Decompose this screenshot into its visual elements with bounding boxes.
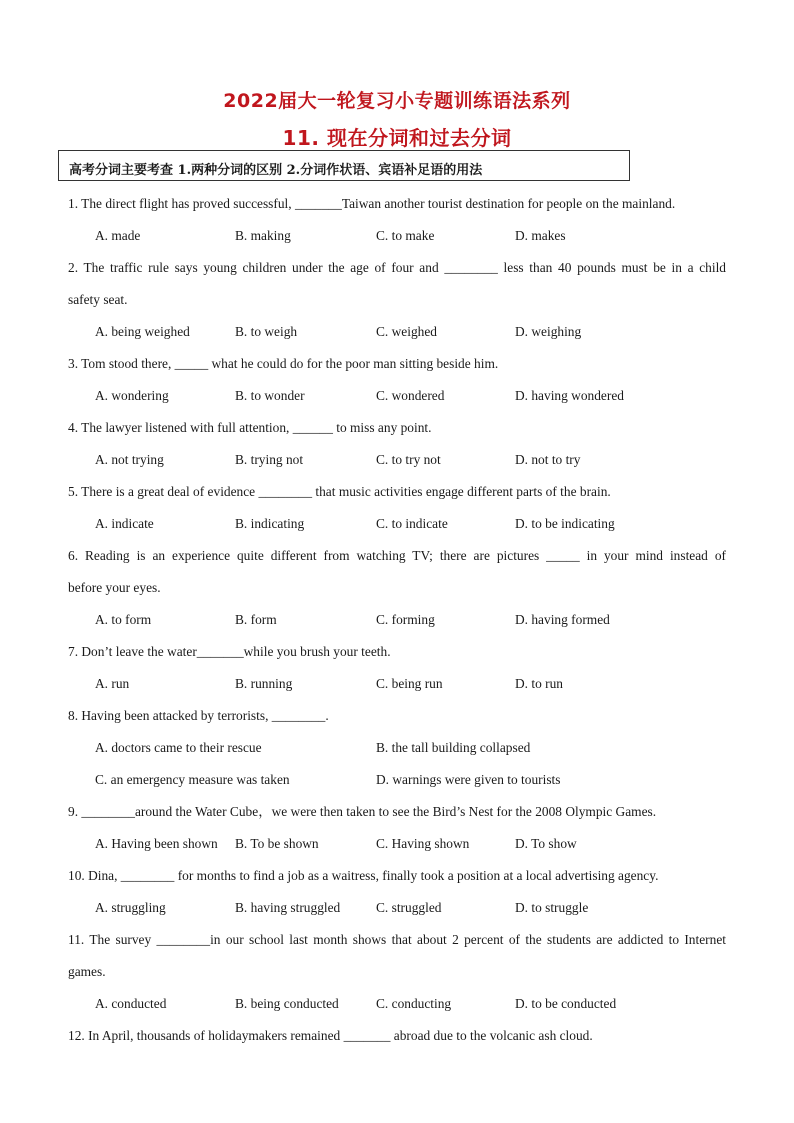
option-c: C. Having shown <box>376 836 470 851</box>
option-a: A. doctors came to their rescue <box>95 740 262 755</box>
question-stem: 8. Having been attacked by terrorists, ________. <box>68 708 329 723</box>
option-d: D. having formed <box>515 612 610 627</box>
option-b: B. To be shown <box>235 836 319 851</box>
option-a: A. to form <box>95 612 152 627</box>
option-b: B. to weigh <box>235 324 298 339</box>
option-a: A. indicate <box>95 516 154 531</box>
question-stem: 1. The direct flight has proved successful, _______Taiwan another tourist destination for people on the mainland. <box>68 196 676 211</box>
option-d: D. to run <box>515 676 563 691</box>
option-a: A. made <box>95 228 141 243</box>
option-d: D. not to try <box>515 452 581 467</box>
question-stem: 9. ________around the Water Cube，we were then taken to see the Bird’s Nest for the 2008 Olympic Games. <box>68 804 657 819</box>
topic-note-box: 高考分词主要考查 1.两种分词的区别 2.分词作状语、宾语补足语的用法 <box>58 150 630 181</box>
option-b: B. form <box>235 612 277 627</box>
option-d: D. to be conducted <box>515 996 617 1011</box>
option-d: D. makes <box>515 228 566 243</box>
option-c: C. to indicate <box>376 516 448 531</box>
question-stem-continued: before your eyes. <box>68 580 161 595</box>
option-b: B. running <box>235 676 293 691</box>
question-stem: 11. The survey ________in our school last month shows that about 2 percent of the students are addicted to Internet <box>68 932 726 947</box>
option-b: B. indicating <box>235 516 305 531</box>
option-a: A. not trying <box>95 452 164 467</box>
option-c: C. struggled <box>376 900 442 915</box>
option-d: D. having wondered <box>515 388 624 403</box>
option-c: C. an emergency measure was taken <box>95 772 290 787</box>
option-d: D. warnings were given to tourists <box>376 772 561 787</box>
option-a: A. run <box>95 676 130 691</box>
question-stem: 3. Tom stood there, _____ what he could do for the poor man sitting beside him. <box>68 356 499 371</box>
option-c: C. being run <box>376 676 443 691</box>
option-a: A. struggling <box>95 900 166 915</box>
option-b: B. being conducted <box>235 996 339 1011</box>
option-d: D. To show <box>515 836 577 851</box>
option-c: C. weighed <box>376 324 437 339</box>
option-a: A. Having been shown <box>95 836 218 851</box>
option-c: C. forming <box>376 612 435 627</box>
question-stem-continued: games. <box>68 964 106 979</box>
option-d: D. to be indicating <box>515 516 615 531</box>
question-stem: 7. Don’t leave the water_______while you brush your teeth. <box>68 644 391 659</box>
question-stem: 2. The traffic rule says young children under the age of four and ________ less than 40 pounds must be in a child <box>68 260 726 275</box>
option-c: C. wondered <box>376 388 445 403</box>
option-c: C. to try not <box>376 452 441 467</box>
question-stem: 5. There is a great deal of evidence ________ that music activities engage different parts of the brain. <box>68 484 611 499</box>
question-stem: 12. In April, thousands of holidaymakers remained _______ abroad due to the volcanic ash cloud. <box>68 1028 593 1043</box>
option-d: D. to struggle <box>515 900 589 915</box>
option-b: B. having struggled <box>235 900 341 915</box>
option-c: C. conducting <box>376 996 452 1011</box>
question-stem: 6. Reading is an experience quite different from watching TV; there are pictures _____ in your mind instead of <box>68 548 726 563</box>
option-a: A. conducted <box>95 996 167 1011</box>
option-a: A. wondering <box>95 388 169 403</box>
option-b: B. to wonder <box>235 388 305 403</box>
option-a: A. being weighed <box>95 324 190 339</box>
option-d: D. weighing <box>515 324 582 339</box>
option-b: B. making <box>235 228 291 243</box>
page-title: 2022届大一轮复习小专题训练语法系列 <box>223 90 571 112</box>
question-stem: 4. The lawyer listened with full attention, ______ to miss any point. <box>68 420 432 435</box>
option-b: B. trying not <box>235 452 304 467</box>
page-subtitle: 11. 现在分词和过去分词 <box>282 126 512 150</box>
option-c: C. to make <box>376 228 435 243</box>
question-stem-continued: safety seat. <box>68 292 128 307</box>
option-b: B. the tall building collapsed <box>376 740 531 755</box>
question-stem: 10. Dina, ________ for months to find a job as a waitress, finally took a position at a local advertising agency. <box>68 868 659 883</box>
